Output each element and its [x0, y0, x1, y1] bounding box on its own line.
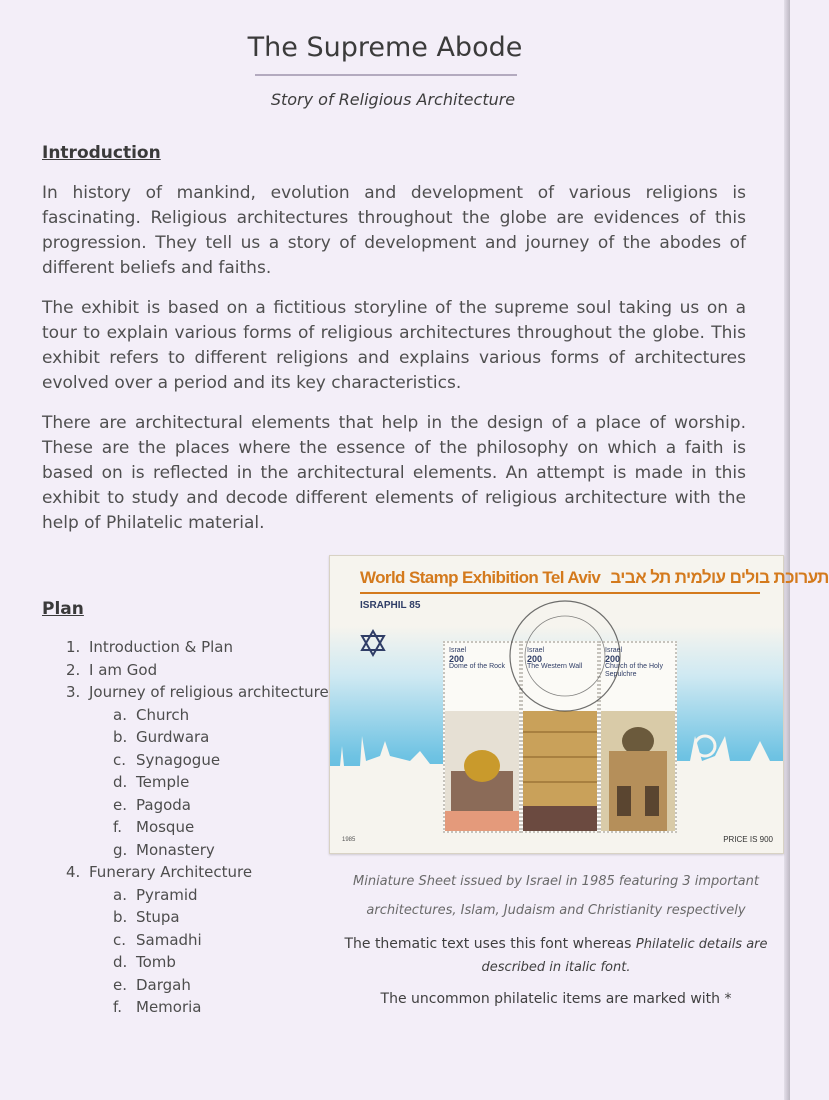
plan-item-label: I am God — [89, 660, 158, 679]
font-note-regular: The thematic text uses this font whereas — [344, 936, 632, 952]
sheet-header — [360, 568, 829, 588]
plan-item — [66, 636, 329, 659]
plan-subitem — [66, 929, 329, 952]
page-subtitle: Story of Religious Architecture — [270, 90, 516, 109]
plan-item-number: 3. — [66, 683, 81, 701]
postmark-cancellation — [495, 596, 635, 736]
intro-paragraph-1: In history of mankind, evolution and development of various religions is fascinating. Religious architectures throughout the globe are evidences of this progression. They tell us a story of development and journey of the abodes of different beliefs and faiths. — [42, 183, 746, 278]
plan-subitem — [66, 816, 329, 839]
sheet-header-english: World Stamp Exhibition Tel Aviv — [360, 568, 601, 587]
plan-item-label: Introduction & Plan — [89, 638, 233, 656]
plan-item-number: 2. — [66, 660, 81, 679]
plan-subitem — [66, 996, 329, 1019]
font-note — [330, 933, 782, 979]
plan-subitem — [66, 906, 329, 929]
plan-subitem-letter: f. — [113, 998, 122, 1016]
plan-subitem — [66, 749, 329, 772]
plan-subitem-label: Pyramid — [136, 885, 198, 904]
plan-subitem — [66, 951, 329, 974]
plan-subitem-letter: a. — [113, 885, 127, 904]
title-underline — [255, 74, 517, 76]
plan-item — [66, 861, 329, 884]
sheet-header-hebrew: תערוכת בולים עולמית תל אביב — [610, 568, 829, 587]
plan-subitem-letter: a. — [113, 705, 127, 724]
plan-item — [66, 681, 329, 704]
page-edge — [784, 0, 790, 1100]
sheet-event-label: ISRAPHIL 85 — [360, 600, 421, 611]
plan-subitem-label: Synagogue — [136, 750, 221, 769]
plan-subitem-letter: c. — [113, 930, 127, 949]
introduction-heading: Introduction — [42, 143, 161, 163]
plan-subitem-label: Samadhi — [136, 930, 202, 949]
stamp-name: Dome of the Rock — [449, 663, 506, 670]
stamp-name: Church of the Holy Sepulchre — [605, 663, 663, 678]
plan-subitem-label: Mosque — [136, 818, 195, 836]
plan-subitem-label: Monastery — [136, 840, 215, 859]
plan-subitem — [66, 704, 329, 727]
plan-subitem-letter: g. — [113, 840, 128, 859]
plan-list — [66, 636, 329, 1019]
plan-item-label: Funerary Architecture — [89, 863, 253, 881]
plan-subitem-label: Church — [136, 705, 190, 724]
plan-heading: Plan — [42, 599, 84, 619]
plan-subitem-label: Memoria — [136, 998, 202, 1016]
stamp-country: Israel — [605, 647, 623, 654]
plan-subitem-letter: e. — [113, 795, 127, 814]
plan-subitem — [66, 839, 329, 862]
plan-subitem-label: Pagoda — [136, 795, 191, 814]
plan-subitem-label: Dargah — [136, 975, 191, 994]
plan-subitem-label: Gurdwara — [136, 728, 210, 746]
plan-subitem-label: Stupa — [136, 908, 180, 926]
plan-subitem-label: Temple — [136, 773, 190, 791]
font-note-italic: Philatelic details are described in italic font. — [481, 937, 768, 975]
star-of-david-icon — [358, 628, 388, 658]
plan-subitem — [66, 884, 329, 907]
plan-item-number: 1. — [66, 638, 81, 656]
stamp-name: The Western Wall — [527, 663, 583, 670]
plan-subitem-letter: b. — [113, 908, 128, 926]
sheet-footer-price: PRICE IS 900 — [723, 835, 773, 844]
stamp-value: 200 — [527, 654, 543, 664]
plan-subitem — [66, 794, 329, 817]
plan-item — [66, 659, 329, 682]
uncommon-items-note: The uncommon philatelic items are marked with * — [380, 991, 732, 1007]
plan-item-label: Journey of religious architecture — [89, 683, 329, 701]
plan-item-number: 4. — [66, 863, 81, 881]
sheet-caption-line-1: Miniature Sheet issued by Israel in 1985 featuring 3 important — [353, 874, 759, 889]
intro-paragraph-2: The exhibit is based on a fictitious storyline of the supreme soul taking us on a tour to explain various forms of religious architectures throughout the globe. This exhibit refers to different religions and explains various forms of architectures evolved over a period and its key characteristics. — [42, 298, 746, 393]
stamp-value: 200 — [449, 654, 465, 664]
miniature-sheet-image — [329, 555, 829, 854]
plan-subitem-label: Tomb — [136, 953, 176, 971]
stamp-country: Israel — [449, 647, 467, 654]
plan-subitem — [66, 771, 329, 794]
plan-subitem-letter: d. — [113, 773, 128, 791]
stamp-value: 200 — [605, 654, 621, 664]
page-title: The Supreme Abode — [247, 32, 523, 63]
intro-paragraph-3: There are architectural elements that help in the design of a place of worship. These are the places where the essence of the philosophy on which a faith is based on is reflected in the architectural elements. An attempt is made in this exhibit to study and decode different elements of religious architecture with the help of Philatelic material. — [42, 413, 746, 533]
sheet-footer-left: 1985 — [342, 837, 356, 843]
plan-subitem-letter: d. — [113, 953, 128, 971]
plan-subitem-letter: c. — [113, 750, 127, 769]
stamp-country: Israel — [527, 647, 545, 654]
plan-subitem — [66, 726, 329, 749]
plan-subitem — [66, 974, 329, 997]
sheet-caption-line-2: architectures, Islam, Judaism and Christianity respectively — [366, 903, 746, 918]
plan-subitem-letter: e. — [113, 975, 127, 994]
sheet-header-rule — [360, 592, 760, 594]
plan-subitem-letter: b. — [113, 728, 128, 746]
plan-subitem-letter: f. — [113, 818, 122, 836]
